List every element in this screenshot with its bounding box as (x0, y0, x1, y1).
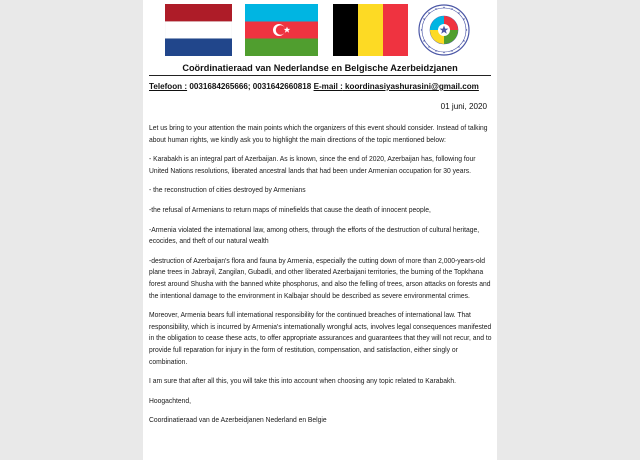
contact-line (149, 82, 495, 91)
organization-title: Coördinatieraad van Nederlandse en Belgische Azerbeidzjanen (182, 63, 458, 73)
cultural-heritage-point: -Armenia violated the international law, among others, through the efforts of the destruction of cultural heritage, ecocides, and theft of our natural wealth (149, 224, 480, 246)
phone-label: Telefoon : (149, 82, 188, 91)
council-seal-logo (418, 4, 470, 56)
karabakh-paragraph: - Karabakh is an integral part of Azerbaijan. As is known, since the end of 2020, Azerbaijan has, following four United Nations resolutions, liberated ancestral lands that had been under Armenian occupation for 30 years. (149, 154, 476, 175)
header-divider (149, 75, 491, 76)
environmental-crimes-point: -destruction of Azerbaijan's flora and fauna by Armenia, especially the cutting down of more than 2,000-years-old plane trees in Jabrayil, Zangilan, Gubadli, and other liberated Azerbaijani territories, the burning of the Topkhana forest around Shusha with the banned white phosphorus, and also the felling of trees, arson attacks on forests and the intentional damage to the environment in Kalbajar should be described as severe environmental crimes. (149, 255, 491, 300)
document-page (143, 0, 497, 460)
responsibility-paragraph: Moreover, Armenia bears full international responsibility for the continued breaches of international law. That responsibility, which is incurred by Armenia's internationally wrongful acts, involves legal consequences manifested in the obligation to cease these acts, to offer appropriate assurances and guarantees that they will not recur, and to provide full reparation for injury in the form of restitution, compensation, and satisfaction, either singly or combination. (149, 310, 492, 366)
flag-row (165, 4, 475, 58)
letter-body (149, 122, 492, 434)
intro-paragraph: Let us bring to your attention the main points which the organizers of this event should consider. Instead of talking about human rights, we kindly ask you to highlight the main directions of the topic mentioned below: (149, 123, 488, 144)
email-label: E-mail : (313, 82, 343, 91)
reconstruction-point: - the reconstruction of cities destroyed by Armenians (149, 185, 306, 195)
signature-line: Coordinatieraad van de Azerbeidjanen Nederland en Belgie (149, 415, 327, 425)
email-address[interactable]: koordinasiyashurasini@gmail.com (342, 82, 479, 91)
closing-request: I am sure that after all this, you will take this into account when choosing any topic related to Karabakh. (149, 376, 456, 386)
netherlands-flag (165, 4, 232, 56)
minefield-maps-point: -the refusal of Armenians to return maps of minefields that cause the death of innocent people, (149, 204, 431, 214)
phone-numbers: 0031684265666; 0031642660818 (187, 82, 314, 91)
letter-date: 01 juni, 2020 (440, 102, 487, 111)
belgium-flag (333, 4, 408, 56)
azerbaijan-flag (245, 4, 318, 56)
salutation: Hoogachtend, (149, 395, 191, 405)
